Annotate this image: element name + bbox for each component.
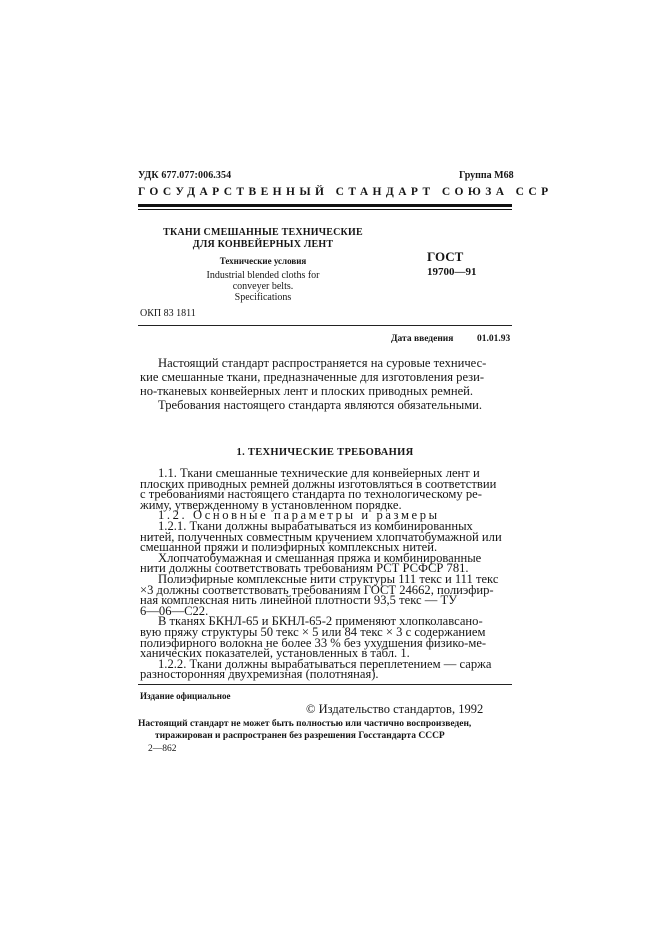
section-line-11: Полиэфирные комплексные нити структуры 111 текс и 111 текс [158,572,499,586]
intro-line-4: Требования настоящего стандарта являются обязательными. [158,398,483,412]
okp-code: ОКП 83 1811 [140,308,196,319]
date-value: 01.01.93 [477,334,511,344]
section-line-17: полиэфирного волокна не более 33 % без ухудшения физико-ме- [140,635,487,650]
official-edition: Издание официальное [140,691,231,701]
page-code: 2—862 [148,744,177,754]
doc-title-line2: ДЛЯ КОНВЕЙЕРНЫХ ЛЕНТ [192,239,334,250]
section-line-7: нитей, полученных совместным кручением хлопчатобумажной или [140,529,502,544]
copyright: © Издательство стандартов, 1992 [306,702,484,716]
section-line-8: смешанной пряжи и полиэфирных комплексных нитей. [140,540,438,555]
section-line-9: Хлопчатобумажная и смешанная пряжа и комбинированные [158,550,482,565]
date-rule [138,325,512,326]
date-label: Дата введения [391,334,454,344]
section-line-14: 6—06—С22. [140,603,209,618]
intro-line-2: кие смешанные ткани, предназначенные для изготовления рези- [140,370,485,384]
english-title-line3: Specifications [234,292,292,303]
english-title-line1: Industrial blended cloths for [206,270,320,281]
header-rule-thick [138,204,512,207]
reproduction-notice-line2: тиражирован и распространен без разрешения Госстандарта СССР [155,731,445,741]
section-line-3: с требованиями настоящего стандарта по технологическому ре- [140,487,482,502]
section-line-2: плоских приводных ремней должны изготовляться в соответствии [140,476,497,491]
header-rule-thin [138,209,512,210]
section-title: 1. ТЕХНИЧЕСКИЕ ТРЕБОВАНИЯ [236,447,414,458]
doc-title-line1: ТКАНИ СМЕШАННЫЕ ТЕХНИЧЕСКИЕ [163,227,363,238]
section-line-12: ×3 должны соответствовать требованиям ГОСТ 24662, полиэфир- [140,582,494,597]
section-line-5: 1.2. Основные параметры и размеры [158,508,440,523]
section-line-1: 1.1. Ткани смешанные технические для конвейерных лент и [158,466,480,480]
section-line-10: нити должны соответствовать требованиям РСТ РСФСР 781. [140,561,469,576]
udk-code: УДК 677.077:006.354 [138,170,232,181]
section-line-15: В тканях БКНЛ-65 и БКНЛ-65-2 применяют хлопколавсано- [158,614,483,629]
gost-number: 19700—91 [427,266,477,278]
section-line-18: ханических показателей, установленных в табл. 1. [140,646,410,661]
section-line-16: вую пряжу структуры 50 текс × 5 или 84 текс × 3 с содержанием [140,625,486,639]
footer-rule [138,684,512,685]
section-line-13: ная комплексная нить линейной плотности 93,5 текс — ТУ [140,593,458,608]
section-line-19: 1.2.2. Ткани должны вырабатываться переплетением — саржа [158,656,492,671]
group-code: Группа М68 [459,170,514,181]
section-line-4: жиму, утвержденному в установленном порядке. [140,497,402,512]
reproduction-notice-line1: Настоящий стандарт не может быть полностью или частично воспроизведен, [138,719,472,729]
section-line-20: разносторонняя двухремизная (полотняная). [140,667,379,682]
intro-line-3: но-тканевых конвейерных лент и плоских приводных ремней. [140,384,474,398]
intro-line-1: Настоящий стандарт распространяется на суровые техничес- [158,356,487,370]
tech-conditions: Технические условия [219,256,307,266]
english-title-line2: conveyer belts. [232,281,294,292]
standard-header: ГОСУДАРСТВЕННЫЙ СТАНДАРТ СОЮЗА ССР [138,186,553,198]
gost-label: ГОСТ [427,249,464,264]
section-line-6: 1.2.1. Ткани должны вырабатываться из комбинированных [158,519,473,533]
